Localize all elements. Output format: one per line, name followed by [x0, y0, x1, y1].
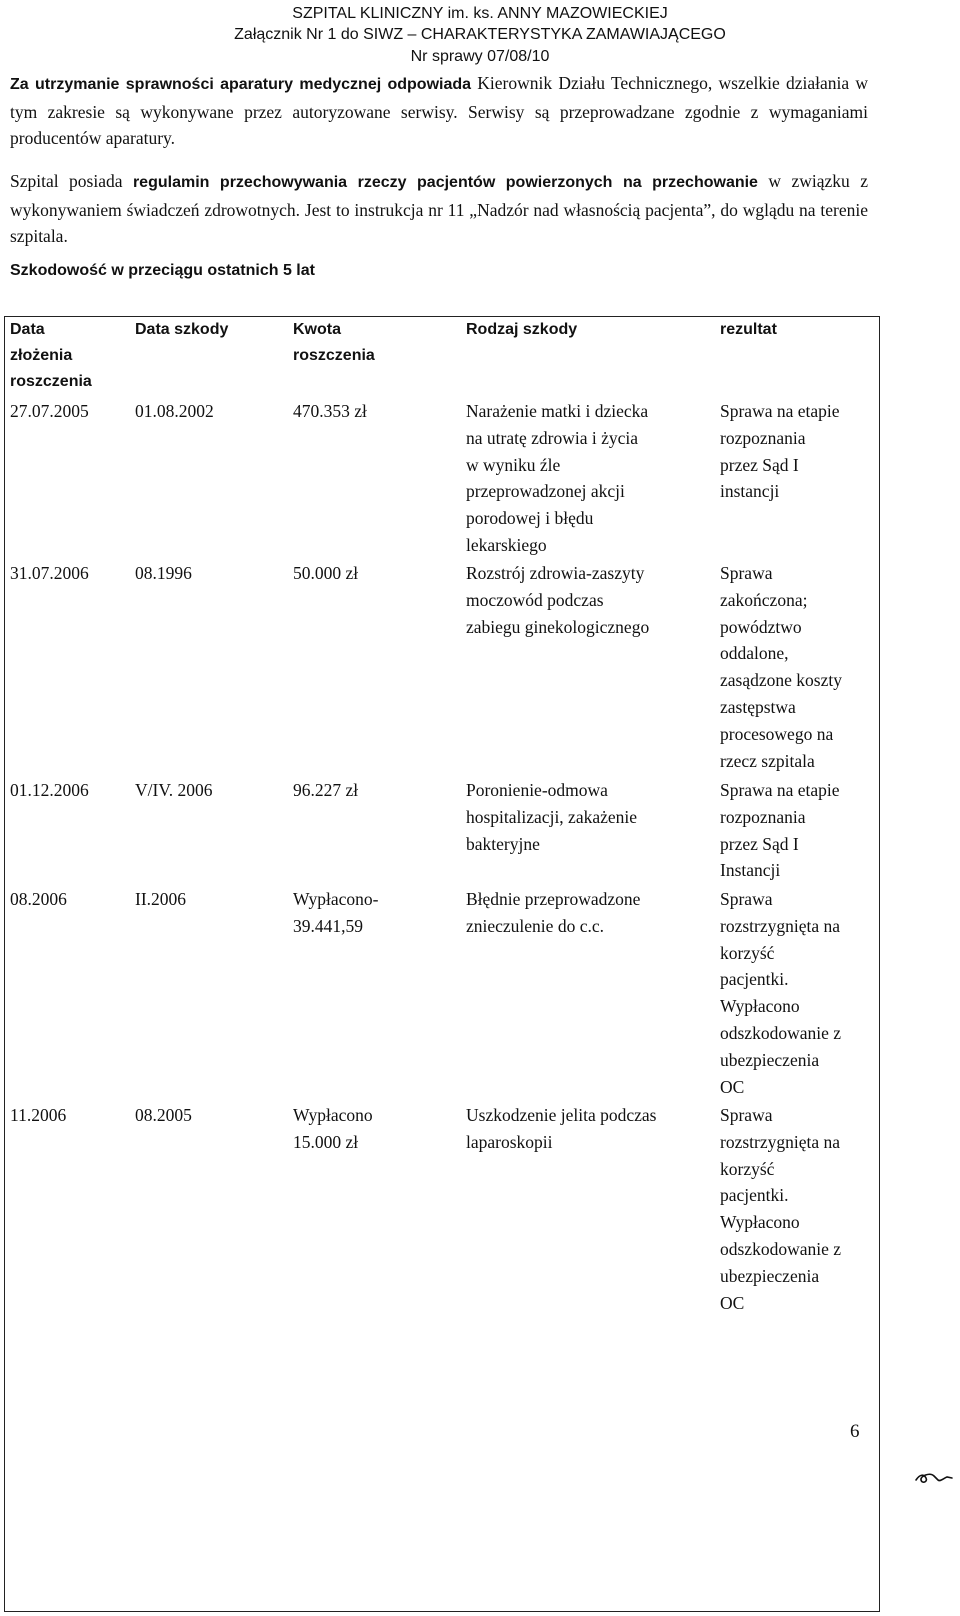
table-border-bottom	[4, 1611, 880, 1612]
row1-data-zlozenia: 27.07.2005	[10, 401, 89, 421]
row4-rezultat: Sprawa rozstrzygnięta na korzyść pacjentki. Wypłacono odszkodowanie z ubezpieczenia OC	[720, 889, 842, 1097]
row3-rodzaj: Poronienie-odmowa hospitalizacji, zakażenie bakteryjne	[466, 780, 638, 854]
row4-data-zlozenia: 08.2006	[10, 889, 67, 909]
row1-data-szkody: 01.08.2002	[135, 401, 214, 421]
row5-data-zlozenia: 11.2006	[10, 1105, 67, 1125]
row5-rezultat: Sprawa rozstrzygnięta na korzyść pacjentki. Wypłacono odszkodowanie z ubezpieczenia OC	[720, 1105, 842, 1313]
handwritten-signature	[914, 1468, 954, 1488]
row2-data-szkody: 08.1996	[135, 563, 192, 583]
document-header-line1: SZPITAL KLINICZNY im. ks. ANNY MAZOWIECKIEJ	[292, 5, 668, 22]
paragraph-storage-bold: regulamin przechowywania rzeczy pacjentów powierzonych na przechowanie	[132, 174, 758, 191]
paragraph-storage-post: w związku z wykonywaniem świadczeń zdrowotnych. Jest to instrukcja nr 11 „Nadzór nad własnością pacjenta”, do wglądu na terenie szpitala.	[10, 171, 869, 247]
row1-kwota: 470.353 zł	[293, 401, 367, 421]
row4-data-szkody: II.2006	[135, 889, 187, 909]
page-number: 6	[850, 1421, 860, 1442]
header-data-szkody: Data szkody	[135, 321, 229, 338]
row3-rezultat: Sprawa na etapie rozpoznania przez Sąd I Instancji	[720, 780, 840, 881]
row2-kwota: 50.000 zł	[293, 563, 359, 583]
row3-data-szkody: V/IV. 2006	[135, 780, 213, 800]
row1-rodzaj: Narażenie matki i dziecka na utratę zdrowia i życia w wyniku źle przeprowadzonej akcji porodowej i błędu lekarskiego	[466, 401, 649, 555]
row2-rezultat: Sprawa zakończona; powództwo oddalone, zasądzone koszty zastępstwa procesowego na rzecz szpitala	[720, 563, 842, 771]
header-data-zlozenia: Data złożenia roszczenia	[10, 321, 92, 390]
row2-rodzaj: Rozstrój zdrowia-zaszyty moczowód podczas zabiegu ginekologicznego	[466, 563, 650, 637]
row5-kwota: Wypłacono 15.000 zł	[293, 1105, 373, 1152]
claims-table	[0, 316, 960, 1616]
table-border-left	[4, 316, 5, 1612]
document-header-line2: Załącznik Nr 1 do SIWZ – CHARAKTERYSTYKA ZAMAWIAJĄCEGO	[234, 26, 726, 43]
row3-kwota: 96.227 zł	[293, 780, 359, 800]
header-rezultat: rezultat	[720, 321, 777, 338]
row4-rodzaj: Błędnie przeprowadzone znieczulenie do c.c.	[466, 889, 641, 936]
paragraph-storage-pre: Szpital posiada	[10, 171, 133, 191]
header-kwota: Kwota roszczenia	[293, 321, 375, 364]
row5-rodzaj: Uszkodzenie jelita podczas laparoskopii	[466, 1105, 657, 1152]
row5-data-szkody: 08.2005	[135, 1105, 192, 1125]
row2-data-zlozenia: 31.07.2006	[10, 563, 89, 583]
paragraph-maintenance-bold: Za utrzymanie sprawności aparatury medycznej odpowiada	[10, 76, 472, 93]
row1-rezultat: Sprawa na etapie rozpoznania przez Sąd I instancji	[720, 401, 840, 502]
document-header-line3: Nr sprawy 07/08/10	[410, 48, 550, 65]
header-rodzaj-szkody: Rodzaj szkody	[466, 321, 578, 338]
row4-kwota: Wypłacono- 39.441,59	[293, 889, 379, 936]
paragraph-storage	[10, 168, 868, 250]
row3-data-zlozenia: 01.12.2006	[10, 780, 89, 800]
section-heading: Szkodowość w przeciągu ostatnich 5 lat	[10, 262, 315, 279]
paragraph-maintenance	[10, 70, 868, 152]
table-border-right	[879, 316, 880, 1612]
paragraph-maintenance-text: Kierownik Działu Technicznego, wszelkie działania w tym zakresie są wykonywane przez autoryzowane serwisy. Serwisy są przeprowadzane zgodnie z wymaganiami producentów aparatury.	[10, 73, 868, 149]
